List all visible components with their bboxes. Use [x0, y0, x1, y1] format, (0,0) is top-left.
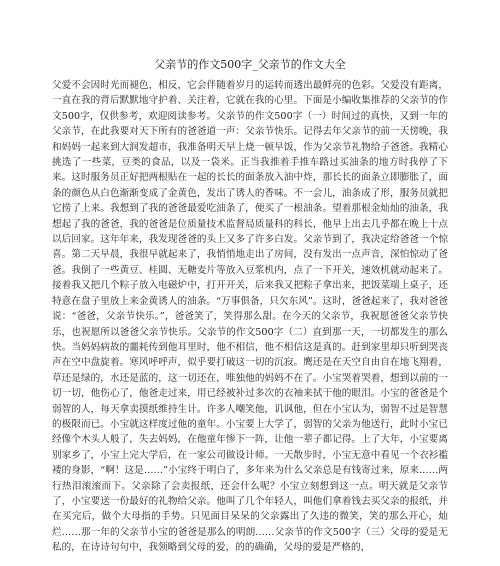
document-body [52, 78, 448, 566]
document-title: 父亲节的作文500字_父亲节的作文大全 [154, 58, 346, 71]
body-paragraph: 父爱不会因时光而褪色，相反，它会伴随着岁月的运转而透出最鲜亮的色彩。父爱没有距离，一直在我的背后默默地守护着、关注着，它就在我的心里。下面是小编收集推荐的父亲节的作文500字，仅供参考，欢迎阅读参考。父亲节的作文500字（一）时间过的真快，又到一年的父亲节，在此我要对天下所有的爸爸道一声：父亲节快乐。记得去年父亲节的前一天傍晚，我和妈妈一起来到大润发超市，我准备明天早上烧一顿早饭，作为父亲节礼物给子爸爸。我精心挑选了一些菜，豆类的食品，以及一袋米。正当我推着手推车路过买油条的地方时我停了下来。这时服务员正好把两根贴在一起的长长的面条放入油中炸，那长长的面条立即膨胀了，面条的颜色从白色渐渐变成了金黄色，发出了诱人的香味。不一会儿，油条成了形，服务员就把它捞了上来。我想到了我的爸爸最爱吃油条了，便买了一根油条。望着那根金灿灿的油条，我想起了我的爸爸，我的爸爸是位质量技术监督局质量科的科长，他早上出去几乎都在晚上十点以后回家。这年年来，我发现爸爸的头上又多了许多白发。父亲节到了，我决定给爸爸一个惊喜。第二天早晨，我很早就起来了，我悄悄地走出了房间，没有发出一点声音，深怕惊动了爸爸。我倒了一些黄豆、桂圆、无糖麦片等放入豆浆机内，点了一下开关，速效机就动起来了。接着我又把几个粽子放入电磁炉中，打开开关，后来我又把粽子拿出来，把饭菜端上桌子，还特意在盘子里放上来金黄诱人的油条。“万事俱备，只欠东风”。这时，爸爸起来了，我对爸爸说：“爸爸，父亲节快乐。”，爸爸笑了，笑得那么甜。在今天的父亲节，我祝愿爸爸父亲节快乐，也祝愿所以爸爸父亲节快乐。父亲节的作文500字（二）直到那一天，一切都发生的那么快。当妈妈病故的噩耗传到他耳里时，他不相信，他不相信这是真的。赶到家里却只听到哭丧声在空中盘旋着。寒风呼呼声，似乎要打破这一切的沉寂。鹰还是在天空自由自在地飞翔着，草还是绿的，水还是蓝的，这一切还在，唯独他的妈妈不在了。小宝哭着哭着，想到以前的一切一切，他伤心了，他爸走过来，用已经被补过多次的衣袖来拭干他的眼泪。小宝的爸爸是个弱智的人，每天拿卖摸纸维持生计。许多人嘲笑他，讥讽他，但在小宝认为，弱智不过是智慧的极限而已。小宝就这样度过他的童年。小宝要上大学了，弱智的父亲为他送行，此时小宝已经像个木头人般了，失去妈妈，在他童年惨下一阵，让他一辈子都记得。上了大年，小宝要离别家乡了，小宝上完大学后，在一家公司做设计师。一天散步时，小宝无意中看见一个衣衫褴褛的身影，“啊！这是……”小宝终于明白了，多年来为什么父亲总是有钱寄过来，原来……两行热泪滚滚而下。父亲除了会卖报纸，还会什么呢？小宝立刻想到这一点。明天就是父亲节了，小宝要送一份最好的礼物给父亲。他叫了几个年轻人，叫他们拿着钱去买父亲的报纸，并在买完后，做个大母指的手势。只见面目呆呆的父亲露出了久违的微笑，笑的那么开心，灿烂……那一年的父亲节小宝的爸爸是那么的明朗……父亲节的作文500字（三）父母的爱是无私的，在诗诗句句中，我领略到父母的爱，的的确确，父母的爱是严格的， [52, 80, 448, 554]
